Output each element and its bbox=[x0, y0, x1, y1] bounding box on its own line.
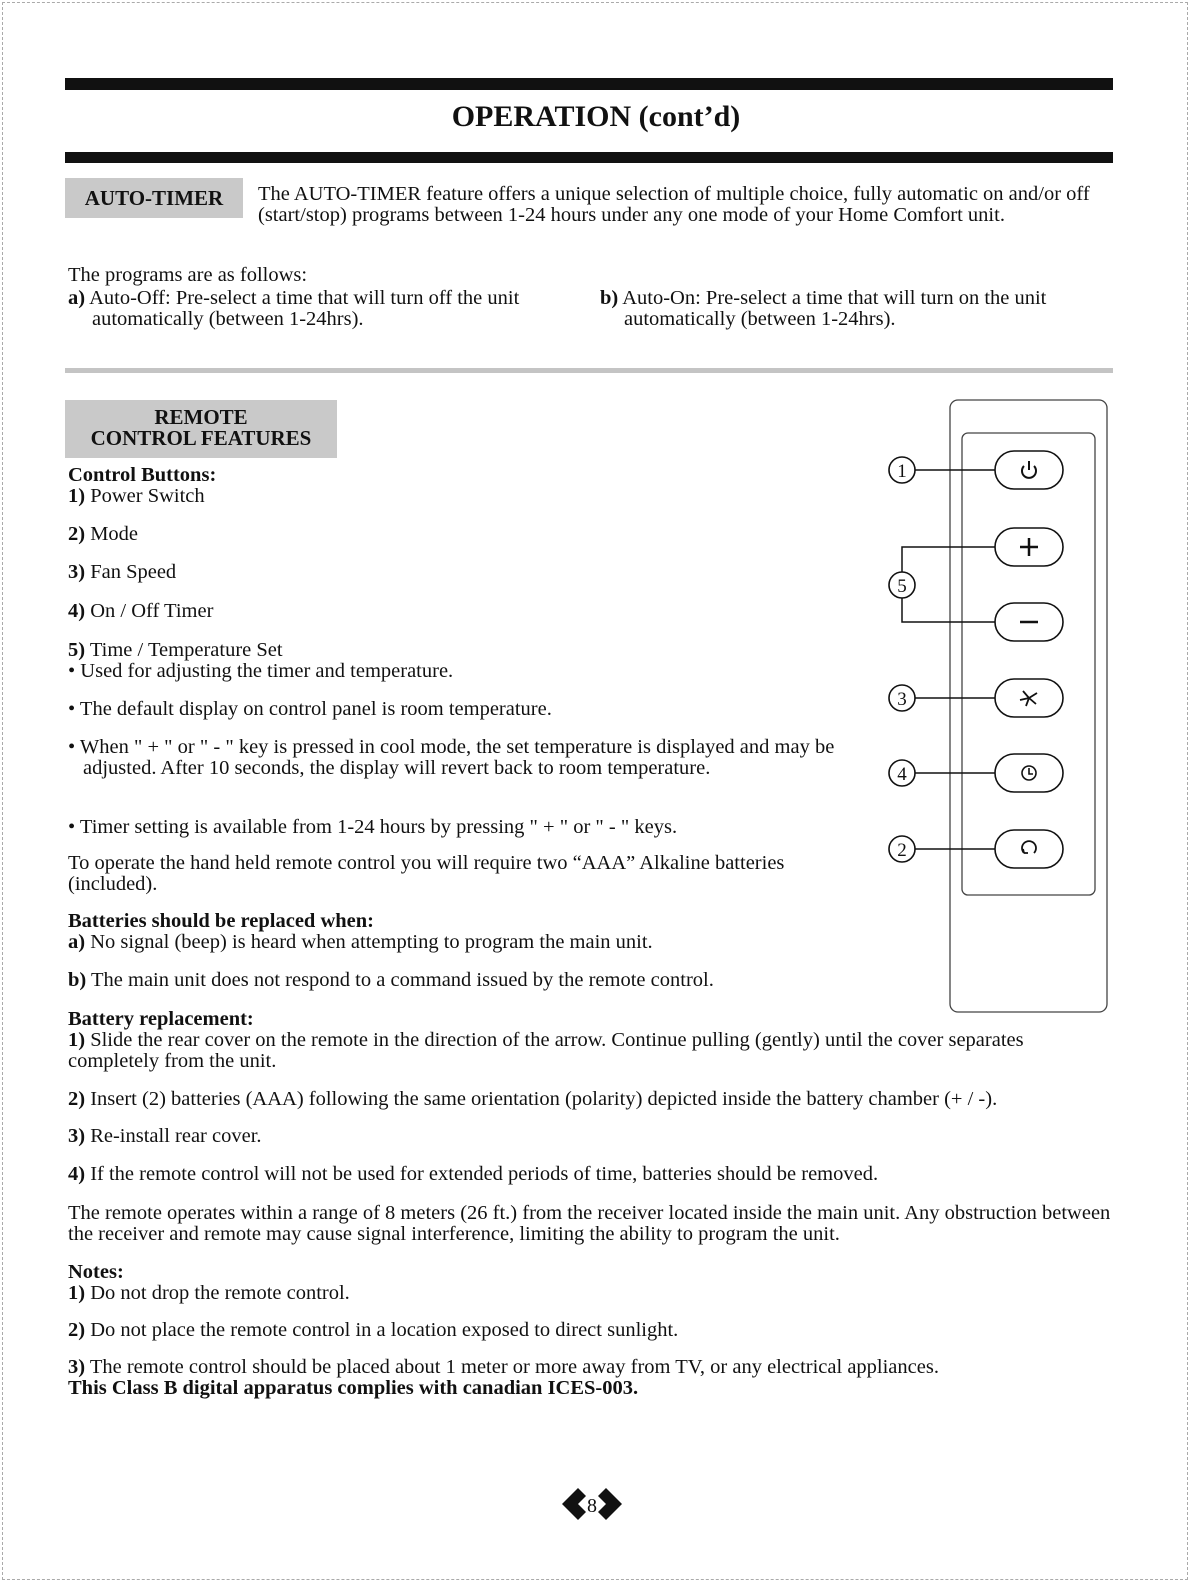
bullet: • Used for adjusting the timer and temperature. bbox=[68, 660, 454, 682]
remote-diagram bbox=[870, 390, 1120, 1030]
button-item bbox=[68, 601, 213, 622]
item-text: The remote control should be placed about 1 meter or more away from TV, or any electrical appliances. bbox=[89, 1356, 939, 1378]
replace-item bbox=[68, 970, 714, 991]
item-text: Re-install rear cover. bbox=[90, 1125, 262, 1147]
battery-heading: Battery replacement: bbox=[68, 1008, 254, 1030]
item-text: On / Off Timer bbox=[90, 600, 214, 622]
callout-1: 1 bbox=[897, 461, 907, 482]
item-prefix: 2) bbox=[68, 1088, 86, 1110]
item-text: The main unit does not respond to a command issued by the remote control. bbox=[91, 969, 714, 991]
item-prefix: 1) bbox=[68, 1282, 86, 1304]
note-item bbox=[68, 1357, 1128, 1378]
replace-heading: Batteries should be replaced when: bbox=[68, 910, 374, 932]
auto-timer-description: The AUTO-TIMER feature offers a unique selection of multiple choice, fully automatic on and/or off (start/stop) programs between 1-24 hours under any one mode of your Home Comfort unit. bbox=[258, 183, 1090, 226]
item-text: Slide the rear cover on the remote in the direction of the arrow. Continue pulling (gently) until the cover separates completely from the unit. bbox=[68, 1029, 1024, 1072]
note-item bbox=[68, 1320, 678, 1341]
item-prefix: a) bbox=[68, 931, 86, 953]
item-text: No signal (beep) is heard when attempting to program the main unit. bbox=[90, 931, 653, 953]
item-prefix: 2) bbox=[68, 1319, 86, 1341]
battery-item bbox=[68, 1030, 1098, 1072]
remote-features-tag bbox=[65, 400, 337, 458]
page-number-badge bbox=[556, 1482, 628, 1526]
item-prefix: 1) bbox=[68, 1029, 86, 1051]
control-buttons-heading: Control Buttons: bbox=[68, 464, 217, 486]
item-text: Mode bbox=[90, 523, 139, 545]
bullet: • Timer setting is available from 1-24 hours by pressing " + " or " - " keys. bbox=[68, 816, 678, 838]
note-item bbox=[68, 1283, 350, 1304]
battery-requirement: To operate the hand held remote control you will require two “AAA” Alkaline batteries (included). bbox=[68, 852, 785, 895]
section-divider bbox=[65, 368, 1113, 373]
item-prefix: 1) bbox=[68, 485, 86, 507]
callout-2: 2 bbox=[897, 840, 907, 861]
button-item bbox=[68, 524, 138, 545]
item-prefix: 5) bbox=[68, 639, 86, 661]
button-item bbox=[68, 486, 205, 507]
program-auto-off bbox=[68, 288, 572, 330]
bullet: • When " + " or " - " key is pressed in cool mode, the set temperature is displayed and may be adjusted. After 10 seconds, the display will revert back to room temperature. bbox=[68, 736, 835, 779]
range-note: The remote operates within a range of 8 meters (26 ft.) from the receiver located inside the main unit. Any obstruction between the receiver and remote may cause signal interference, limiting the ability to program the unit. bbox=[68, 1202, 1111, 1245]
programs-intro: The programs are as follows: bbox=[68, 264, 308, 286]
callout-4: 4 bbox=[897, 764, 907, 785]
compliance-statement: This Class B digital apparatus complies with canadian ICES-003. bbox=[68, 1377, 639, 1399]
item-prefix: b) bbox=[68, 969, 87, 991]
page-number: 8 bbox=[587, 1495, 597, 1517]
item-text: Fan Speed bbox=[90, 561, 177, 583]
item-prefix: 4) bbox=[68, 1163, 86, 1185]
auto-timer-tag: AUTO-TIMER bbox=[65, 178, 243, 218]
item-prefix: 3) bbox=[68, 561, 86, 583]
button-item bbox=[68, 562, 176, 583]
item-text: Power Switch bbox=[90, 485, 205, 507]
page-title: OPERATION (cont’d) bbox=[451, 100, 741, 133]
item-prefix: 3) bbox=[68, 1356, 86, 1378]
item-text: Insert (2) batteries (AAA) following the same orientation (polarity) depicted inside the battery chamber (+ / -). bbox=[90, 1088, 998, 1110]
item-prefix: b) bbox=[600, 287, 619, 309]
callout-3: 3 bbox=[897, 689, 907, 710]
item-prefix: 3) bbox=[68, 1125, 86, 1147]
battery-item bbox=[68, 1126, 262, 1147]
callout-5: 5 bbox=[897, 576, 907, 597]
bullet: • The default display on control panel is room temperature. bbox=[68, 698, 552, 720]
tag-line: REMOTE bbox=[154, 405, 248, 429]
item-prefix: a) bbox=[68, 287, 86, 309]
replace-item bbox=[68, 932, 653, 953]
item-text: Do not drop the remote control. bbox=[90, 1282, 350, 1304]
button-item bbox=[68, 640, 283, 661]
program-auto-on bbox=[600, 288, 1104, 330]
battery-item bbox=[68, 1164, 1108, 1185]
item-prefix: 2) bbox=[68, 523, 86, 545]
item-text: Time / Temperature Set bbox=[89, 639, 283, 661]
item-prefix: 4) bbox=[68, 600, 86, 622]
item-text: Auto-On: Pre-select a time that will turn on the unit automatically (between 1-24hrs). bbox=[622, 287, 1047, 330]
battery-item bbox=[68, 1089, 1128, 1110]
header-bar-top bbox=[65, 78, 1113, 90]
header-bar-bottom bbox=[65, 152, 1113, 163]
item-text: Do not place the remote control in a location exposed to direct sunlight. bbox=[90, 1319, 679, 1341]
notes-heading: Notes: bbox=[68, 1261, 124, 1283]
item-text: Auto-Off: Pre-select a time that will turn off the unit automatically (between 1-24hrs). bbox=[89, 287, 520, 330]
item-text: If the remote control will not be used for extended periods of time, batteries should be removed. bbox=[90, 1163, 879, 1185]
tag-line: CONTROL FEATURES bbox=[90, 426, 312, 450]
remote-panel bbox=[962, 433, 1095, 895]
